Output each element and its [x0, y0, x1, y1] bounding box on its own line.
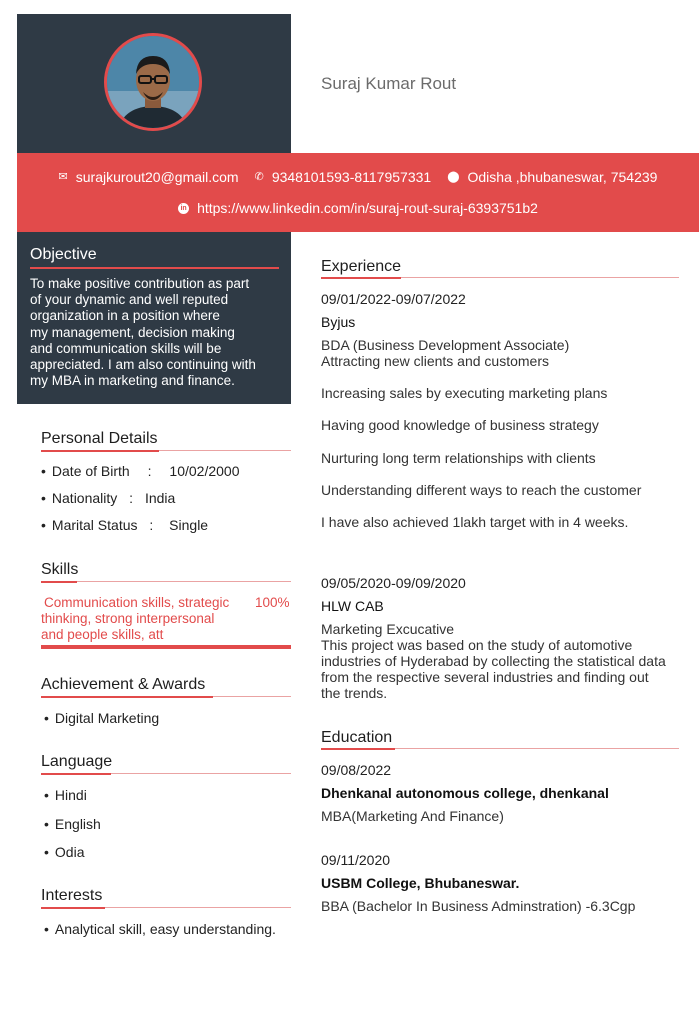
bullet: • [41, 517, 46, 533]
achievements-rule [213, 696, 291, 697]
personal-row-marital: • Marital Status : Single [41, 517, 209, 533]
contact-email[interactable]: ✉ surajkurout20@gmail.com [58, 169, 239, 185]
job-dates: 09/01/2022-09/07/2022 [321, 291, 466, 307]
skills-rule [77, 581, 291, 582]
linkedin-icon: in [178, 203, 189, 214]
education-institute: USBM College, Bhubaneswar. [321, 875, 520, 891]
contact-phone[interactable]: ✆ 9348101593-8117957331 [254, 169, 432, 185]
skills-underline [41, 581, 77, 583]
personal-row-dob: • Date of Birth : 10/02/2000 [41, 463, 240, 479]
objective-section [17, 232, 291, 404]
education-title: Education [321, 729, 393, 746]
list-item: • Digital Marketing [44, 710, 160, 726]
job-dates: 09/05/2020-09/09/2020 [321, 575, 466, 591]
job-role: BDA (Business Development Associate) [321, 337, 570, 353]
objective-text: To make positive contribution as part of your dynamic and well reputed organization in a position where my management, decision making and communication skills will be appreciated. I am also continuing with my MBA in marketing and finance. [30, 276, 256, 389]
experience-underline [321, 277, 401, 279]
achievements-title: Achievement & Awards [41, 676, 206, 693]
job-point: Attracting new clients and customers [321, 353, 549, 369]
interests-title: Interests [41, 887, 103, 904]
objective-underline [30, 267, 279, 269]
bullet: • [44, 710, 49, 726]
education-degree: MBA(Marketing And Finance) [321, 808, 504, 824]
list-item: • Odia [44, 844, 85, 860]
job-point: Having good knowledge of business strategy [321, 417, 599, 433]
experience-title: Experience [321, 258, 402, 275]
list-item: • Analytical skill, easy understanding. [44, 921, 276, 937]
job-point: I have also achieved 1lakh target with in 4 weeks. [321, 514, 629, 530]
skill-level-fill [41, 645, 291, 649]
skill-name-line: and people skills, att [41, 627, 164, 642]
bullet: • [41, 463, 46, 479]
candidate-name: Suraj Kumar Rout [321, 74, 457, 93]
interests-rule [105, 907, 291, 908]
contact-band [17, 153, 699, 232]
contact-linkedin[interactable]: in https://www.linkedin.com/in/suraj-rout-suraj-6393751b2 [178, 200, 538, 216]
personal-row-nationality: • Nationality : India [41, 490, 176, 506]
personal-rule [159, 450, 291, 451]
job-role: Marketing Excucative [321, 621, 455, 637]
education-institute: Dhenkanal autonomous college, dhenkanal [321, 785, 609, 801]
education-degree: BBA (Bachelor In Business Adminstration) -6.3Cgp [321, 898, 636, 914]
envelope-icon: ✉ [58, 170, 68, 183]
skill-level-track [41, 645, 291, 649]
objective-title: Objective [30, 246, 97, 263]
bullet: • [44, 787, 49, 803]
skill-item [41, 595, 291, 643]
avatar-icon [107, 36, 199, 128]
location-pin-icon: ⬤ [447, 170, 460, 183]
job-point: Understanding different ways to reach the customer [321, 482, 642, 498]
skills-title: Skills [41, 561, 79, 578]
list-item: • Hindi [44, 787, 87, 803]
job-point: Nurturing long term relationships with clients [321, 450, 596, 466]
contact-location: ⬤ Odisha ,bhubaneswar, 754239 [447, 169, 658, 185]
job-company: HLW CAB [321, 598, 384, 614]
language-rule [111, 773, 291, 774]
job-description: This project was based on the study of automotive industries of Hyderabad by collecting the statistical data from the respective several industries and finding out the trends. [321, 637, 666, 701]
skill-name-line: thinking, strong interpersonal [41, 611, 215, 626]
job-company: Byjus [321, 314, 356, 330]
job-point: Increasing sales by executing marketing plans [321, 385, 608, 401]
bullet: • [44, 816, 49, 832]
interests-underline [41, 907, 105, 909]
skill-name-line: Communication skills, strategic [44, 595, 230, 610]
education-date: 09/08/2022 [321, 762, 392, 778]
language-underline [41, 773, 111, 775]
personal-underline [41, 450, 159, 452]
education-rule [395, 748, 679, 749]
language-title: Language [41, 753, 113, 770]
skill-level-text: 100% [255, 595, 290, 610]
education-underline [321, 748, 395, 750]
experience-rule [401, 277, 679, 278]
bullet: • [44, 844, 49, 860]
personal-details-title: Personal Details [41, 430, 158, 447]
phone-icon: ✆ [254, 170, 264, 183]
education-date: 09/11/2020 [321, 852, 391, 868]
profile-photo [104, 33, 202, 131]
list-item: • English [44, 816, 101, 832]
bullet: • [44, 921, 49, 937]
achievements-underline [41, 696, 213, 698]
bullet: • [41, 490, 46, 506]
